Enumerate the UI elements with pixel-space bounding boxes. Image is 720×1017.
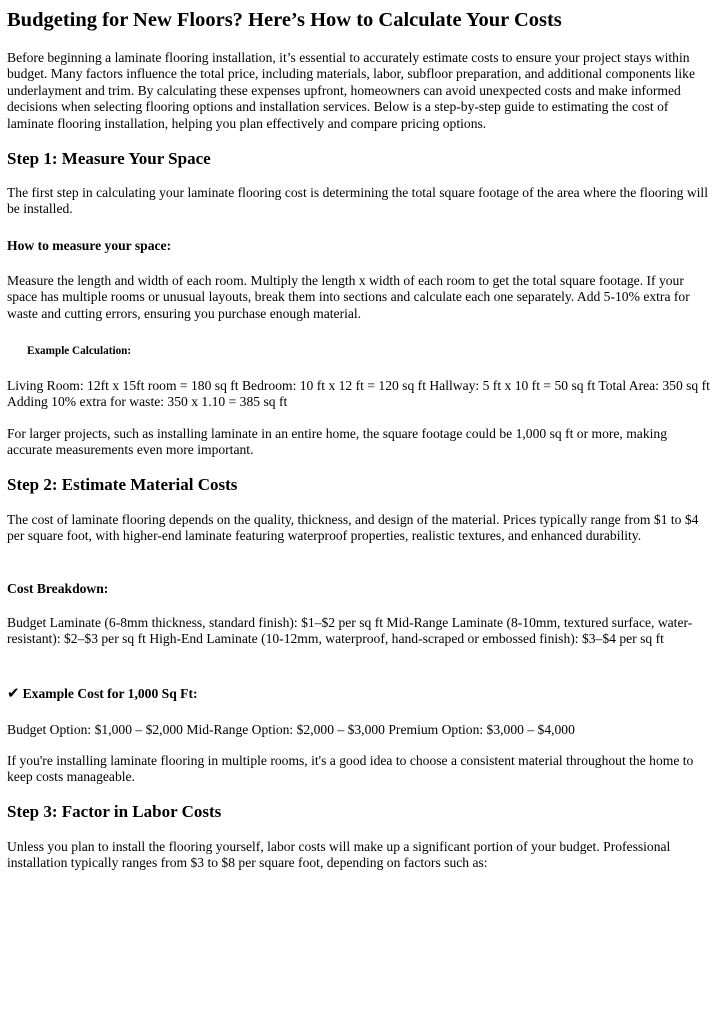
checkmark-icon: ✔ <box>7 684 20 702</box>
example-calculation-heading: Example Calculation: <box>27 345 132 357</box>
measure-instructions: Measure the length and width of each room. Multiply the length x width of each room to get the total square footage. If your space has multiple rooms or unusual layouts, break them into sections and calculate each one separately. Add 5-10% extra for waste and cutting errors, ensuring you purchase enough material. <box>7 273 690 321</box>
step2-paragraph: The cost of laminate flooring depends on the quality, thickness, and design of the material. Prices typically range from $1 to $4 per square foot, with higher-end laminate featuring waterproof properties, realistic textures, and enhanced durability. <box>7 512 699 544</box>
large-projects-paragraph: For larger projects, such as installing laminate in an entire home, the square footage could be 1,000 sq ft or more, making accurate measurements even more important. <box>7 426 668 458</box>
example-cost-heading <box>7 685 720 702</box>
measure-subheading: How to measure your space: <box>7 238 172 253</box>
step1-paragraph: The first step in calculating your laminate flooring cost is determining the total square footage of the area where the flooring will be installed. <box>7 185 708 217</box>
cost-breakdown-subheading: Cost Breakdown: <box>7 581 109 596</box>
step3-heading: Step 3: Factor in Labor Costs <box>7 802 222 821</box>
multiple-rooms-tip: If you're installing laminate flooring in multiple rooms, it's a good idea to choose a consistent material throughout the home to keep costs manageable. <box>7 753 694 785</box>
step2-heading: Step 2: Estimate Material Costs <box>7 475 238 494</box>
step3-paragraph: Unless you plan to install the flooring yourself, labor costs will make up a significant portion of your budget. Professional installation typically ranges from $3 to $8 per square foot, depending on factors such as: <box>7 839 671 871</box>
intro-paragraph: Before beginning a laminate flooring installation, it’s essential to accurately estimate costs to ensure your project stays within budget. Many factors influence the total price, including materials, labor, subfloor preparation, and additional components like underlayment and trim. By calculating these expenses upfront, homeowners can avoid unexpected costs and make informed decisions when selecting flooring options and installation services. Below is a step-by-step guide to estimating the cost of laminate flooring installation, helping you plan effectively and compare pricing options. <box>7 50 695 131</box>
example-cost-label: Example Cost for 1,000 Sq Ft: <box>22 686 198 701</box>
page-title: Budgeting for New Floors? Here’s How to Calculate Your Costs <box>7 9 562 31</box>
example-cost-text: Budget Option: $1,000 – $2,000 Mid-Range Option: $2,000 – $3,000 Premium Option: $3,000 – $4,000 <box>7 722 575 737</box>
cost-breakdown-text: Budget Laminate (6-8mm thickness, standard finish): $1–$2 per sq ft Mid-Range Laminate (8-10mm, textured surface, water-resistant): $2–$3 per sq ft High-End Laminate (10-12mm, waterproof, hand-scraped or embossed finish): $3–$4 per sq ft <box>7 615 693 647</box>
step1-heading: Step 1: Measure Your Space <box>7 149 211 168</box>
example-calculation-text: Living Room: 12ft x 15ft room = 180 sq ft Bedroom: 10 ft x 12 ft = 120 sq ft Hallway: 5 ft x 10 ft = 50 sq ft Total Area: 350 sq ft Adding 10% extra for waste: 350 x 1.10 = 385 sq ft <box>7 378 710 410</box>
